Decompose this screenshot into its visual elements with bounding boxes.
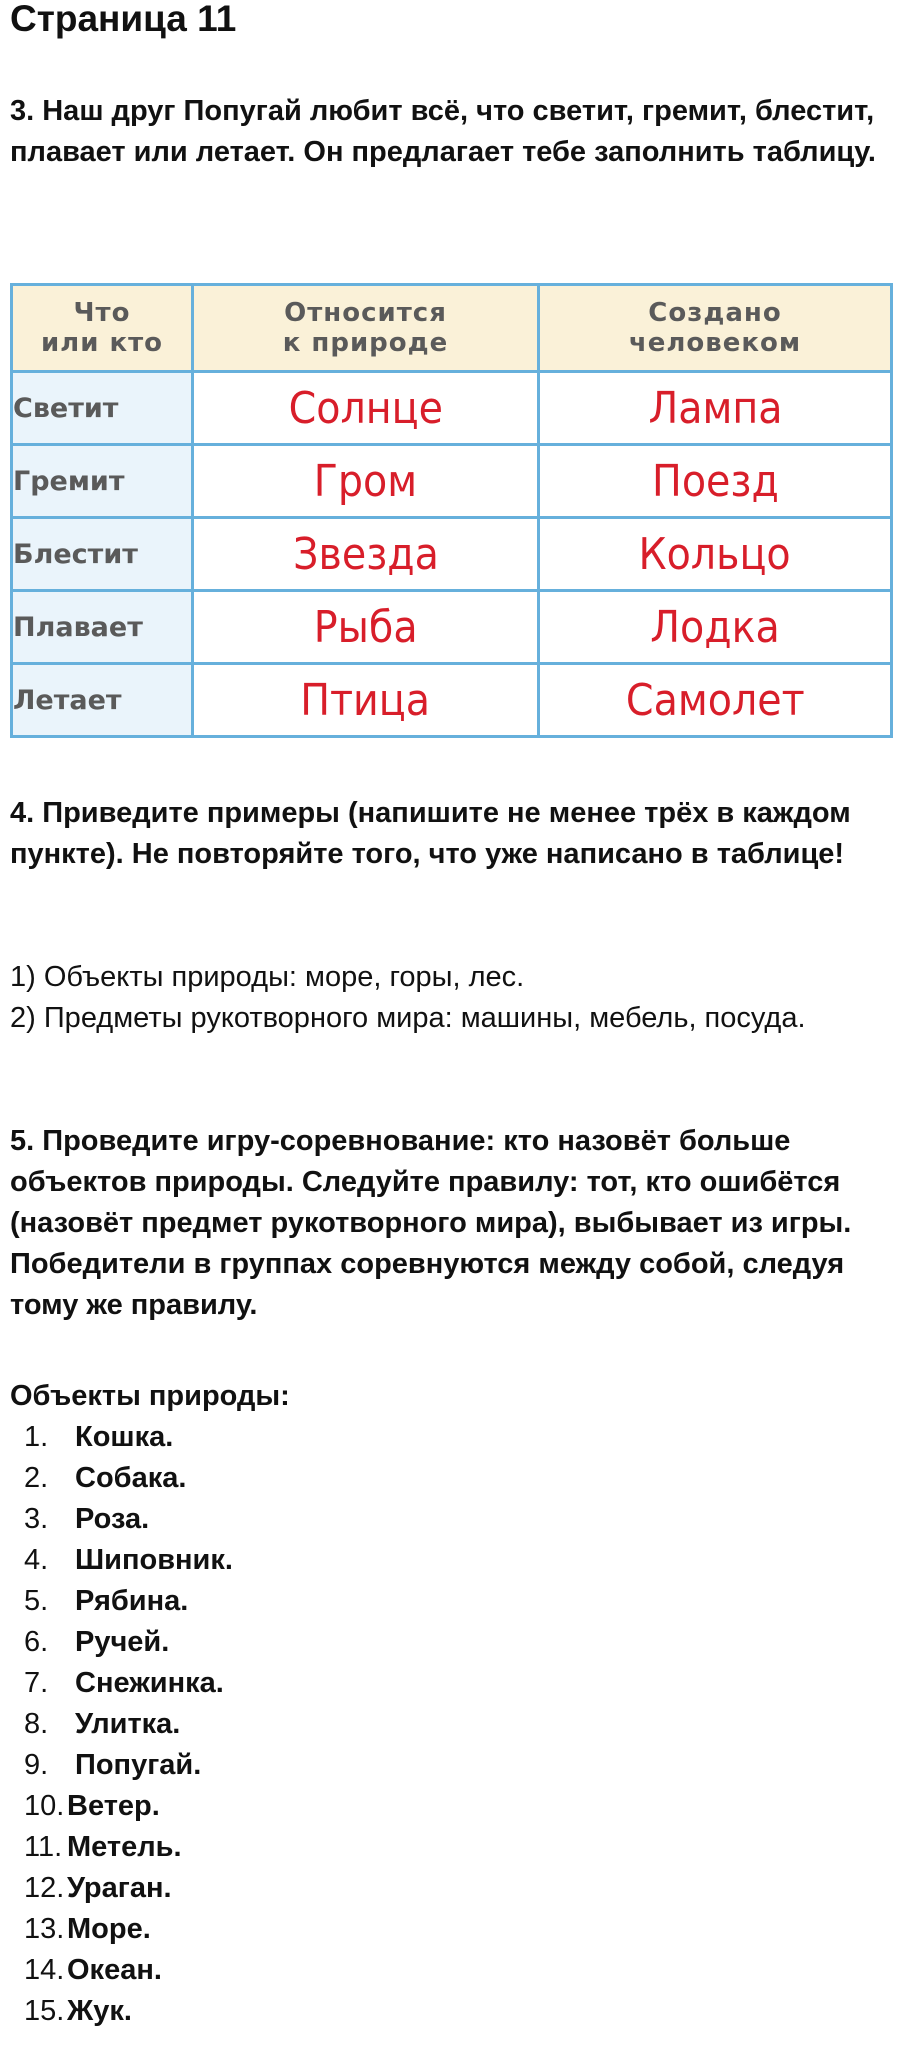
list-item: 5. Рябина. bbox=[24, 1585, 189, 1617]
row-label: Блестит bbox=[12, 518, 193, 591]
list-item: 6. Ручей. bbox=[24, 1626, 170, 1658]
table-row bbox=[12, 591, 892, 664]
header-human: Создано человеком bbox=[539, 285, 892, 372]
task-4-text: 4. Приведите примеры (напишите не менее трёх в каждом пункте). Не повторяйте того, что уже написано в таблице! bbox=[10, 797, 851, 870]
human-cell: Самолет bbox=[539, 664, 892, 737]
table-row bbox=[12, 372, 892, 445]
list-item: 7. Снежинка. bbox=[24, 1667, 224, 1699]
task-4-answer-1: 1) Объекты природы: море, горы, лес. bbox=[10, 961, 525, 993]
list-item: 14. Океан. bbox=[24, 1954, 162, 1986]
list-item: 9. Попугай. bbox=[24, 1749, 202, 1781]
list-item: 10. Ветер. bbox=[24, 1790, 160, 1822]
header-nature: Относится к природе bbox=[193, 285, 539, 372]
task-5-text: 5. Проведите игру-соревнование: кто назовёт больше объектов природы. Следуйте правилу: тот, кто ошибётся (назовёт предмет рукотворного мира), выбывает из игры. Победители в группах соревнуются между собой, следуя тому же правилу. bbox=[10, 1125, 852, 1321]
list-item: 2. Собака. bbox=[24, 1462, 187, 1494]
row-label: Светит bbox=[12, 372, 193, 445]
objects-list bbox=[24, 1417, 233, 2032]
list-item: 13. Море. bbox=[24, 1913, 151, 1945]
nature-cell: Птица bbox=[193, 664, 539, 737]
objects-heading: Объекты природы: bbox=[10, 1380, 290, 1412]
row-label: Плавает bbox=[12, 591, 193, 664]
nature-table bbox=[10, 283, 893, 726]
classification-table bbox=[10, 283, 893, 738]
task-4-answer-2: 2) Предметы рукотворного мира: машины, мебель, посуда. bbox=[10, 1002, 806, 1034]
nature-cell: Гром bbox=[193, 445, 539, 518]
human-cell: Кольцо bbox=[539, 518, 892, 591]
row-label: Летает bbox=[12, 664, 193, 737]
table-row bbox=[12, 518, 892, 591]
list-item: 3. Роза. bbox=[24, 1503, 150, 1535]
list-item: 1. Кошка. bbox=[24, 1421, 174, 1453]
row-label: Гремит bbox=[12, 445, 193, 518]
header-who: Что или кто bbox=[12, 285, 193, 372]
nature-cell: Рыба bbox=[193, 591, 539, 664]
table-row bbox=[12, 445, 892, 518]
human-cell: Лодка bbox=[539, 591, 892, 664]
page-title: Страница 11 bbox=[10, 0, 237, 39]
nature-cell: Солнце bbox=[193, 372, 539, 445]
human-cell: Лампа bbox=[539, 372, 892, 445]
table-row bbox=[12, 664, 892, 737]
list-item: 8. Улитка. bbox=[24, 1708, 181, 1740]
list-item: 15. Жук. bbox=[24, 1995, 132, 2027]
list-item: 12. Ураган. bbox=[24, 1872, 172, 1904]
list-item: 4. Шиповник. bbox=[24, 1544, 233, 1576]
task-3-text: 3. Наш друг Попугай любит всё, что светит, гремит, блестит, плавает или летает. Он предлагает тебе заполнить таблицу. bbox=[10, 95, 876, 168]
list-item: 11. Метель. bbox=[24, 1831, 182, 1863]
nature-cell: Звезда bbox=[193, 518, 539, 591]
human-cell: Поезд bbox=[539, 445, 892, 518]
